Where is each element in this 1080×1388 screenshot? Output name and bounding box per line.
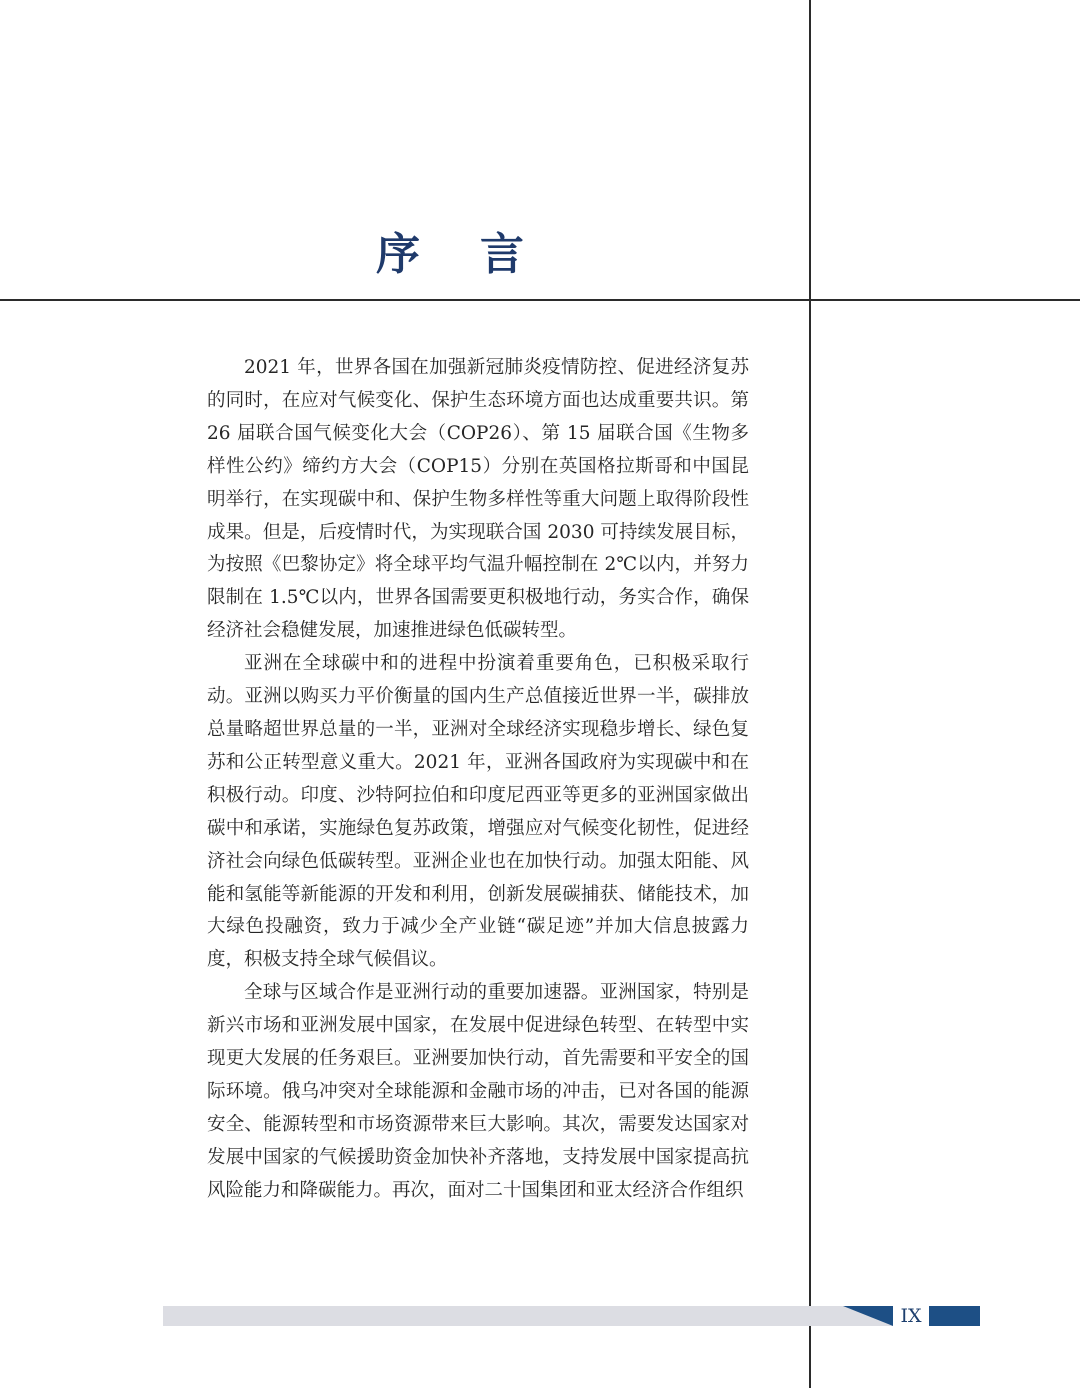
preface-body	[207, 352, 749, 1208]
paragraph-3: 全球与区域合作是亚洲行动的重要加速器。亚洲国家，特别是新兴市场和亚洲发展中国家，在发展中促进绿色转型、在转型中实现更大发展的任务艰巨。亚洲要加快行动，首先需要和平安全的国际环境。俄乌冲突对全球能源和金融市场的冲击，已对各国的能源安全、能源转型和市场资源带来巨大影响。其次，需要发达国家对发展中国家的气候援助资金加快补齐落地，支持发展中国家提高抗风险能力和降碳能力。再次，面对二十国集团和亚太经济合作组织	[207, 982, 749, 1201]
page-title: 序言	[376, 229, 584, 280]
page-number: IX	[893, 1303, 929, 1329]
vertical-divider	[809, 0, 811, 1388]
footer-bar	[163, 1306, 893, 1326]
paragraph-1: 2021 年，世界各国在加强新冠肺炎疫情防控、促进经济复苏的同时，在应对气候变化、保护生态环境方面也达成重要共识。第 26 届联合国气候变化大会（COP26）、第 15 届联合国《生物多样性公约》缔约方大会（COP15）分别在英国格拉斯哥和中国昆明举行，在实现碳中和、保护生物多样性等重大问题上取得阶段性成果。但是，后疫情时代，为实现联合国 2030 可持续发展目标，为按照《巴黎协定》将全球平均气温升幅控制在 2℃以内，并努力限制在 1.5℃以内，世界各国需要更积极地行动，务实合作，确保经济社会稳健发展，加速推进绿色低碳转型。	[207, 357, 749, 642]
paragraph-2: 亚洲在全球碳中和的进程中扮演着重要角色，已积极采取行动。亚洲以购买力平价衡量的国内生产总值接近世界一半，碳排放总量略超世界总量的一半，亚洲对全球经济实现稳步增长、绿色复苏和公正转型意义重大。2021 年，亚洲各国政府为实现碳中和在积极行动。印度、沙特阿拉伯和印度尼西亚等更多的亚洲国家做出碳中和承诺，实施绿色复苏政策，增强应对气候变化韧性，促进经济社会向绿色低碳转型。亚洲企业也在加快行动。加强太阳能、风能和氢能等新能源的开发和利用，创新发展碳捕获、储能技术，加大绿色投融资，致力于减少全产业链“碳足迹”并加大信息披露力度，积极支持全球气候倡议。	[207, 653, 749, 971]
horizontal-divider	[0, 299, 1080, 301]
footer-accent-block	[929, 1306, 980, 1326]
